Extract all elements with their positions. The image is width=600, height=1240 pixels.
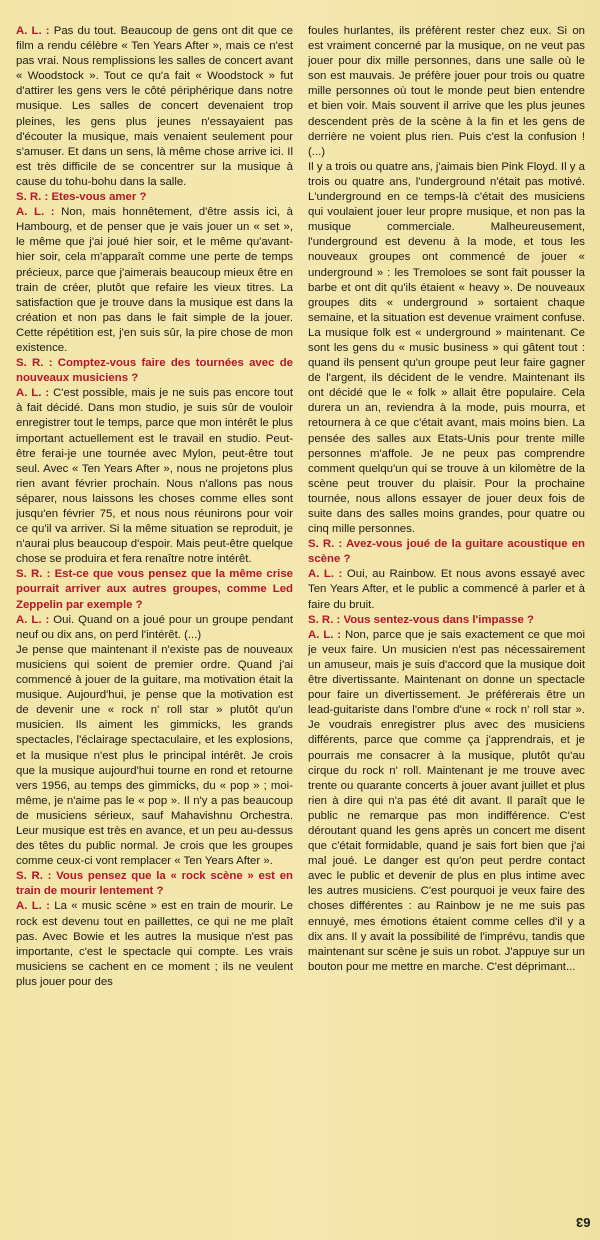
speaker-label: A. L. : [16, 206, 55, 219]
speaker-label: A. L. : [308, 628, 342, 641]
interview-question [16, 567, 293, 612]
question-text: S. R. : Comptez-vous faire des tournées avec de nouveaux musiciens ? [16, 357, 293, 385]
interview-paragraph [16, 386, 293, 567]
interview-question [16, 869, 293, 899]
speaker-label: A. L. : [16, 387, 50, 400]
question-text: S. R. : Est-ce que vous pensez que la même crise pourrait arriver aux autres groupes, comme Led Zeppelin par exemple ? [16, 568, 293, 611]
left-column [16, 24, 293, 1172]
answer-text: Non, parce que je sais exactement ce que moi je veux faire. Un musicien n'est pas nécessairement un amuseur, mais je suis d'accord que la musique doit être divertissante. Maintenant on donne un spectacle pour faire un divertissement. Je préférerais être un lead-guitariste dans l'ombre d'une « rock n' roll star ». Je voudrais enregistrer plus avec des musiciens différents, parce que comme ça j'apprendrais, et je pourrais me consacrer à la musique, plutôt qu'au cirque du rock n' roll. Maintenant je me trouve avec trente ou quarante concerts à jouer avant juillet et plus rien à dire qui n'a pas été dit avant. Il paraît que le public ne remarque pas mon indifférence. C'est déroutant quand les gens après un concert me disent que c'était formidable, quand je sais fort bien que j'ai mal joué. Le danger est qu'on peut perdre contact avec le public et devenir de plus en plus intime avec les autres musiciens. C'est pourquoi je veux faire des choses différentes : au Rainbow je ne me suis pas ennuyé, mes émotions étaient comme celles d'il y a dix ans. Il y avait la possibilité de l'imprévu, tandis que maintenant sur scène je suis un robot. J'appuye sur un bouton pour me mettre en marche. C'est déprimant... [308, 628, 585, 973]
question-text: S. R. : Vous sentez-vous dans l'impasse ? [308, 613, 534, 626]
question-text: S. R. : Etes-vous amer ? [16, 191, 147, 204]
page-number: 63 [575, 1215, 590, 1230]
speaker-label: A. L. : [16, 613, 50, 626]
interview-paragraph [16, 899, 293, 990]
interview-paragraph [308, 567, 585, 612]
speaker-label: A. L. : [16, 900, 50, 913]
speaker-label: A. L. : [308, 568, 343, 581]
answer-text: foules hurlantes, ils préfèrent rester chez eux. Si on est vraiment concerné par la musique, on ne veut pas jouer pour dix mille personnes, dans une salle où le son est mauvais. Je préfère jouer pour trois ou quatre mille personnes où tout le monde peut bien entendre et bien voir. Mais souvent il arrive que les plus jeunes descendent près de la scène à la fin et les gens de derrière ne voient plus rien. Puis c'est la confusion ! (...) [308, 25, 585, 158]
answer-text: Pas du tout. Beaucoup de gens ont dit que ce film a rendu célèbre « Ten Years After », mais ce n'est pas vrai. Nous remplissions les salles de concert avant « Woodstock ». Tout ce qu'a fait « Woodstock » fut d'attirer les gens vers le côté périphérique dans notre musique. Les salles de concert devenaient trop pleines, les gens plus jeunes n'essayaient pas d'écouter la musique, mais venaient seulement pour s'amuser. Et dans un sens, là même chose arrive ici. Il est très difficile de se concentrer sur la musique à cause du tohu-bohu dans la salle. [16, 25, 293, 188]
interview-question [16, 190, 293, 205]
interview-question [308, 613, 585, 628]
interview-paragraph [16, 205, 293, 356]
answer-text: La « music scène » est en train de mourir. Le rock est devenu tout en paillettes, ce qui ne me plaît pas. Avec Bowie et les autres la musique n'est pas importante, c'est le spectacle qui compte. Les vrais musiciens se cachent en ce moment ; ils ne veulent plus jouer pour des [16, 900, 293, 988]
answer-text: C'est possible, mais je ne suis pas encore tout à fait décidé. Dans mon studio, je suis sûr de vouloir enregistrer tout le temps, parce que mon intérêt le plus important actuellement est le travail en studio. Peut-être ferai-je une tournée avec Mylon, peut-être tout seul. Avec « Ten Years After », nous ne projetons plus rien avant février prochain. Nous n'allons pas nous séparer, nous laissons les choses comme elles sont jusqu'en février 75, et nous nous réunirons pour voir ce qu'il va arriver. Si la même situation se reproduit, je n'aurai plus beaucoup d'espoir. Mais peut-être quelque chose se produira et fera renaître notre intérêt. [16, 387, 293, 566]
answer-text: Non, mais honnêtement, d'être assis ici, à Hambourg, et de penser que je vais jouer un « set », le même que j'ai joué hier soir, et le même qu'avant-hier soir, cela m'apparaît comme une perte de temps précieux, parce que j'aimerais beaucoup mieux être en train de créer, plutôt que refaire les vieux titres. La satisfaction que je trouve dans la musique est dans la création et non pas dans le fait simple de la jouer. Cette répétition est, j'en suis sûr, la pire chose de mon existence. [16, 206, 293, 354]
interview-paragraph [16, 24, 293, 190]
interview-paragraph [308, 24, 585, 160]
answer-text: Oui. Quand on a joué pour un groupe pendant neuf ou dix ans, on perd l'intérêt. (...) [16, 613, 293, 641]
speaker-label: A. L. : [16, 25, 50, 37]
interview-question [308, 537, 585, 567]
interview-paragraph [16, 613, 293, 643]
answer-text: Oui, au Rainbow. Et nous avons essayé avec Ten Years After, et le public a commencé à parler et à faire du bruit. [308, 568, 585, 611]
interview-question [16, 356, 293, 386]
right-column [308, 24, 585, 1158]
answer-text: Il y a trois ou quatre ans, j'aimais bien Pink Floyd. Il y a trois ou quatre ans, l'underground n'était pas motivé. L'underground en ce temps-là c'était des musiciens qui voulaient jouer leur propre musique, et non pas la musique commerciale. Malheureusement, l'underground est devenu à la mode, et tous les nouveaux groupes ont commencé de jouer « underground » : les Tremoloes se sont fait pousser la barbe et ont dit qu'ils étaient « heavy ». De nouveaux groupes dits « underground » sortaient chaque semaine, et la situation est devenue vraiment confuse. La musique folk est « underground » maintenant. Ce sont les gens du « music business » qui gâtent tout : quand ils pensent qu'un groupe peut leur faire gagner de l'argent, ils décident de le vendre. Maintenant ils ont décidé que le « folk » allait être populaire. Cela durera un an, reviendra à la mode, puis mourra, et retournera à ce que c'était avant, mais moins bien. La pensée des salles aux Etats-Unis pour trente mille personnes m'affole. Je ne peux pas comprendre comment quelqu'un qui se trouve à un kilomètre de la scène peut trouver du plaisir. Pour la prochaine tournée, nous allons essayer de jouer deux fois de suite dans des salles moins grandes, pour quatre ou cinq mille personnes. [308, 160, 585, 536]
question-text: S. R. : Avez-vous joué de la guitare acoustique en scène ? [308, 538, 585, 566]
answer-text: Je pense que maintenant il n'existe pas de nouveaux musiciens qui soient de premier ordre. Quand j'ai commencé à jouer de la guitare, ma motivation était la musique. Aujourd'hui, je pense que la motivation est de devenir une « rock n' roll star » plutôt qu'un musicien. Ils aiment les gimmicks, les grands spectacles, l'éclairage spectaculaire, et les explosions, et la musique n'est plus le principal intérêt. Je crois que la musique aujourd'hui tourne en rond et retourne vers 1956, au temps des gimmicks, du « pop » ; moi-même, je n'aime pas le « pop ». Il n'y a pas beaucoup de musiciens sérieux, sauf Mahavishnu Orchestra. Leur musique est très en avance, et un peu au-dessus des têtes du public normal. Je crois que les groupes comme ceux-ci vont remplacer « Ten Years After ». [16, 643, 293, 868]
interview-paragraph [16, 643, 293, 869]
interview-paragraph [308, 628, 585, 975]
interview-paragraph [308, 160, 585, 537]
question-text: S. R. : Vous pensez que la « rock scène » est en train de mourir lentement ? [16, 870, 293, 898]
